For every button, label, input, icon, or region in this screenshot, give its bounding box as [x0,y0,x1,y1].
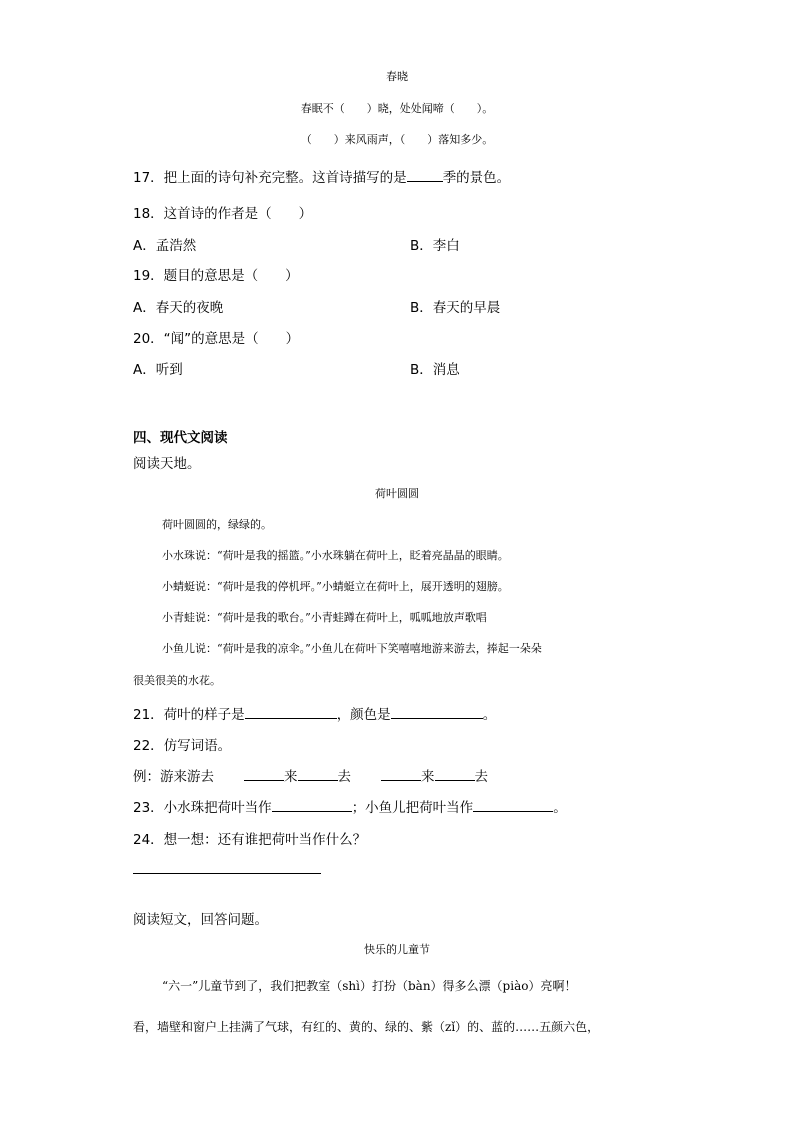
answer-blank[interactable] [407,169,443,182]
section-intro: 阅读天地。 [133,456,201,472]
answer-line[interactable] [133,873,321,874]
question-17-suffix: 季的景色。 [442,170,511,186]
question-21-middle: ，颜色是 [336,707,391,723]
passage2-intro: 阅读短文，回答问题。 [133,912,268,928]
example-label: 例：游来游去 [133,769,214,785]
question-23-prefix: 23．小水珠把荷叶当作 [133,800,272,816]
passage-paragraph: 荷叶圆圆的，绿绿的。 [162,518,272,531]
option-b[interactable]: B．李白 [410,238,460,254]
passage-paragraph: 小鱼儿说：“荷叶是我的凉伞。”小鱼儿在荷叶下笑嘻嘻地游来游去，捧起一朵朵 [162,642,542,655]
question-23 [133,796,567,816]
answer-blank[interactable] [245,706,337,719]
question-17-prefix: 17．把上面的诗句补充完整。这首诗描写的是 [133,170,407,186]
question-19-stem: 19．题目的意思是（ ） [133,268,299,284]
lai-text: 来 [284,769,298,785]
lai-text: 来 [421,769,435,785]
question-22-example [133,765,488,785]
question-17 [133,166,510,186]
passage-paragraph: 小青蛙说：“荷叶是我的歌台。”小青蛙蹲在荷叶上，呱呱地放声歌唱 [162,611,487,624]
option-b[interactable]: B．春天的早晨 [410,300,501,316]
question-23-middle: ；小鱼儿把荷叶当作 [351,800,474,816]
poem-title: 春晓 [386,70,408,83]
poem-line-2: （ ）来风雨声，（ ）落知多少。 [300,133,494,146]
answer-blank[interactable] [272,799,352,812]
answer-blank[interactable] [435,768,475,781]
answer-blank[interactable] [298,768,338,781]
answer-blank[interactable] [244,768,284,781]
answer-blank[interactable] [473,799,553,812]
poem-line-1: 春眠不（ ）晓，处处闻啼（ ）。 [300,102,494,115]
question-22-stem: 22．仿写词语。 [133,738,232,754]
option-b[interactable]: B．消息 [410,362,460,378]
qu-text: 去 [337,769,351,785]
question-21-prefix: 21．荷叶的样子是 [133,707,245,723]
answer-blank[interactable] [381,768,421,781]
section-heading: 四、现代文阅读 [133,430,228,446]
passage-paragraph-continued: 很美很美的水花。 [133,674,221,687]
answer-blank[interactable] [391,706,483,719]
question-18-stem: 18．这首诗的作者是（ ） [133,206,313,222]
option-a[interactable]: A．听到 [133,362,183,378]
question-23-suffix: 。 [553,800,567,816]
question-21-suffix: 。 [482,707,497,723]
question-20-stem: 20．“闻”的意思是（ ） [133,331,300,347]
passage-title: 荷叶圆圆 [375,487,419,500]
passage2-line: “六一”儿童节到了，我们把教室（shì）打扮（bàn）得多么漂（piào）亮啊！ [162,979,577,993]
option-a[interactable]: A．孟浩然 [133,238,197,254]
option-a[interactable]: A．春天的夜晚 [133,300,224,316]
qu-text: 去 [474,769,488,785]
question-24-stem: 24．想一想：还有谁把荷叶当作什么？ [133,832,367,848]
passage2-title: 快乐的儿童节 [364,943,430,956]
question-21 [133,703,496,723]
passage2-line: 看，墙壁和窗户上挂满了气球，有红的、黄的、绿的、紫（zǐ）的、蓝的……五颜六色， [133,1020,600,1034]
passage-paragraph: 小水珠说：“荷叶是我的摇篮。”小水珠躺在荷叶上，眨着亮晶晶的眼睛。 [162,549,509,562]
passage-paragraph: 小蜻蜓说：“荷叶是我的停机坪。”小蜻蜓立在荷叶上，展开透明的翅膀。 [162,580,509,593]
